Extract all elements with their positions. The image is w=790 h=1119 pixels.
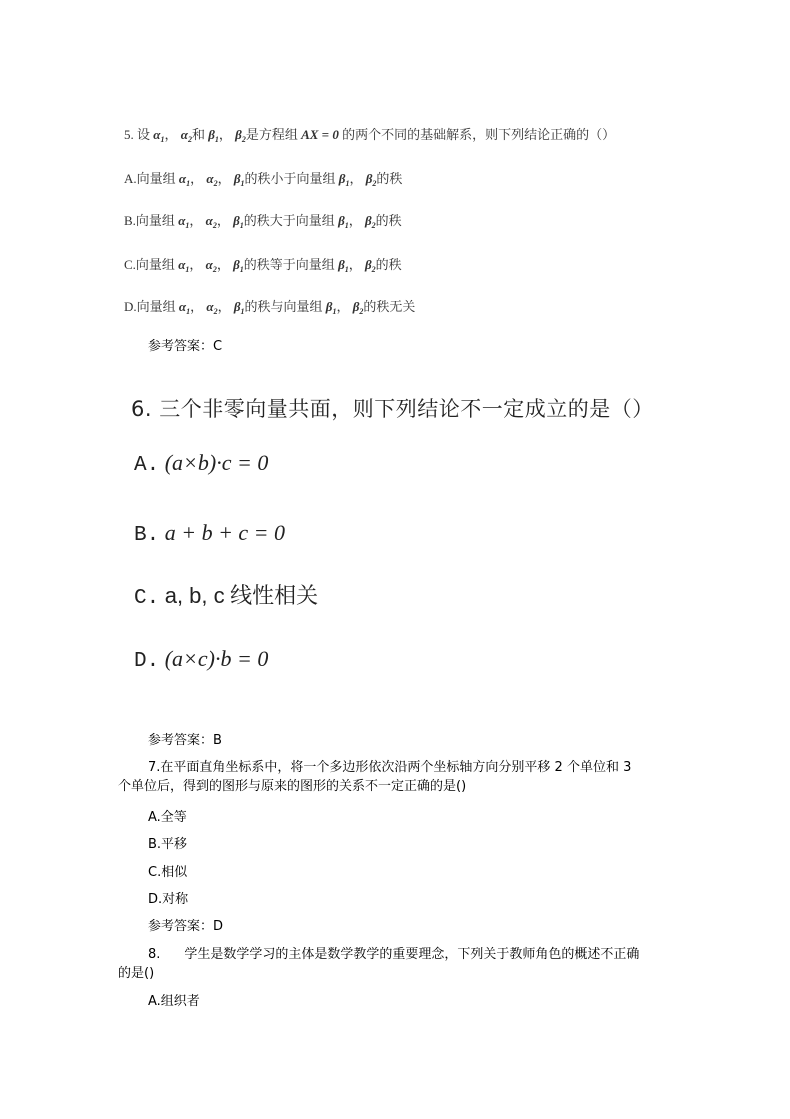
option-label: C. bbox=[134, 587, 160, 610]
q5-equation: AX = 0 bbox=[301, 127, 339, 142]
q5-stem-prefix: 设 bbox=[137, 127, 151, 142]
q5-option-d: D.向量组 $\alpha_1$， $\alpha_2$， $\beta_1$的秩与向量组 $\beta_1$， $\beta_2$的秩无关 bbox=[124, 299, 416, 316]
option-suffix: 的秩 bbox=[375, 213, 402, 228]
q5-number: 5. bbox=[124, 127, 134, 142]
q7-option-a: A.全等 bbox=[148, 810, 187, 825]
q5-stem-suffix: 的两个不同的基础解系，则下列结论正确的（） bbox=[342, 127, 616, 142]
alpha-1: $\alpha_1$ bbox=[153, 127, 165, 144]
option-expression: a + b + c = 0 bbox=[164, 520, 286, 545]
option-middle: 的秩与向量组 bbox=[244, 299, 323, 314]
q7-option-d: D.对称 bbox=[148, 892, 189, 907]
q6-option-b bbox=[134, 520, 285, 547]
option-prefix: 向量组 bbox=[136, 299, 176, 314]
q5-option-b: B.向量组 $\alpha_1$， $\alpha_2$， $\beta_1$的秩大于向量组 $\beta_1$， $\beta_2$的秩 bbox=[124, 213, 402, 230]
beta-2: $\beta_2$ bbox=[235, 127, 246, 144]
q7-option-b: B.平移 bbox=[148, 837, 188, 852]
option-expression: (a×b)·c = 0 bbox=[164, 450, 269, 475]
option-label: B. bbox=[124, 213, 136, 228]
q6-option-a bbox=[134, 450, 268, 477]
option-label: A. bbox=[124, 171, 137, 186]
option-label: B. bbox=[134, 524, 160, 547]
q5-option-c: C.向量组 $\alpha_1$， $\alpha_2$， $\beta_1$的秩等于向量组 $\beta_1$， $\beta_2$的秩 bbox=[124, 257, 402, 274]
option-prefix: 向量组 bbox=[136, 171, 176, 186]
option-expression: (a×c)·b = 0 bbox=[164, 646, 269, 671]
q6-title: 6. 三个非零向量共面，则下列结论不一定成立的是（） bbox=[131, 397, 654, 421]
option-middle: 的秩大于向量组 bbox=[243, 213, 335, 228]
option-label: D. bbox=[134, 650, 160, 673]
option-label: C. bbox=[124, 257, 136, 272]
beta-1: $\beta_1$ bbox=[208, 127, 219, 144]
option-label: A. bbox=[134, 454, 160, 477]
q5-option-a: A.向量组 $\alpha_1$， $\alpha_2$， $\beta_1$的秩小于向量组 $\beta_1$， $\beta_2$的秩 bbox=[124, 171, 403, 188]
q7-answer: 参考答案：D bbox=[148, 919, 224, 934]
q6-answer: 参考答案：B bbox=[148, 733, 222, 748]
q8-number: 8. bbox=[148, 947, 161, 962]
q7-stem-line2: 个单位后，得到的图形与原来的图形的关系不一定正确的是() bbox=[118, 779, 467, 794]
q5-stem-mid: 是方程组 bbox=[245, 127, 298, 142]
option-label: D. bbox=[124, 299, 137, 314]
option-expression: a, b, c bbox=[164, 583, 225, 608]
q8-option-a: A.组织者 bbox=[148, 994, 200, 1009]
option-suffix: 的秩无关 bbox=[363, 299, 416, 314]
q8-stem-line1 bbox=[148, 943, 639, 962]
option-suffix: 的秩 bbox=[376, 171, 403, 186]
q6-option-c bbox=[134, 579, 318, 610]
alpha-2: $\alpha_2$ bbox=[180, 127, 192, 144]
q5-stem: 5. 设 $\alpha_1$， $\alpha_2$和 $\beta_1$， $\beta_2$是方程组 AX = 0 的两个不同的基础解系，则下列结论正确的（） bbox=[124, 127, 616, 144]
q5-answer: 参考答案：C bbox=[148, 339, 223, 354]
q7-stem-line1: 7.在平面直角坐标系中，将一个多边形依次沿两个坐标轴方向分别平移 2 个单位和 3 bbox=[148, 760, 632, 775]
option-prefix: 向量组 bbox=[135, 257, 175, 272]
option-suffix: 的秩 bbox=[375, 257, 402, 272]
option-middle: 的秩小于向量组 bbox=[244, 171, 336, 186]
option-prefix: 向量组 bbox=[135, 213, 175, 228]
q7-option-c: C.相似 bbox=[148, 865, 188, 880]
q8-stem-line2: 的是() bbox=[118, 966, 155, 981]
q8-stem-text: 学生是数学学习的主体是数学教学的重要理念，下列关于教师角色的概述不正确 bbox=[184, 947, 640, 962]
option-middle: 的秩等于向量组 bbox=[243, 257, 335, 272]
option-text: 线性相关 bbox=[230, 584, 319, 609]
q5-and: 和 bbox=[191, 127, 205, 142]
q6-option-d bbox=[134, 646, 268, 673]
